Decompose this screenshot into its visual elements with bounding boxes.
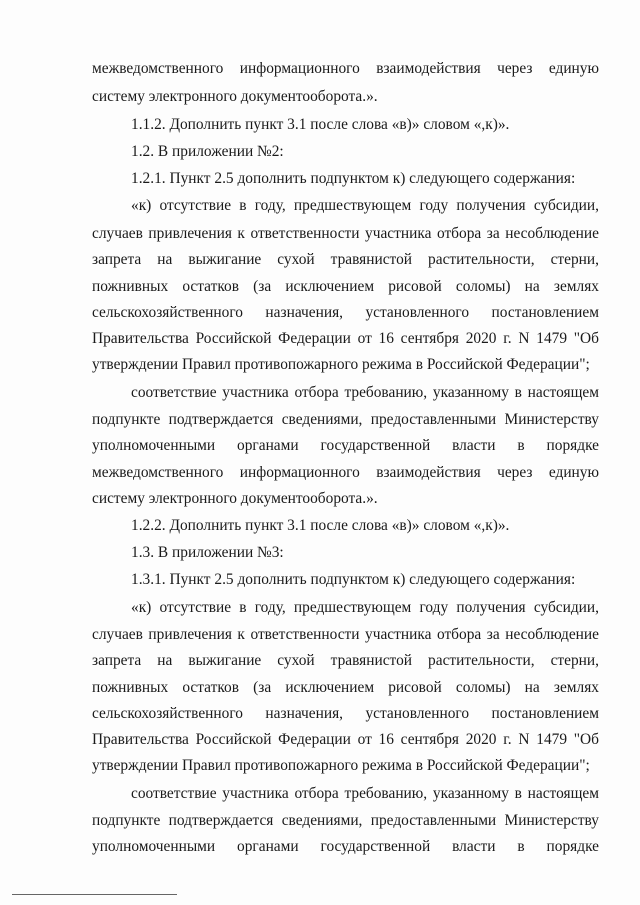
text-line: утверждении Правил противопожарного режима в Российской Федерации"; [92, 757, 590, 774]
text-line: пожнивных остатков (за исключением рисовой соломы) на землях [92, 278, 599, 295]
text-line: соответствие участника отбора требованию, указанному в настоящем [131, 384, 599, 401]
text-line: 1.2. В приложении №2: [131, 143, 284, 160]
text-line: систему электронного документооборота.». [92, 88, 378, 105]
text-line: 1.3.1. Пункт 2.5 дополнить подпунктом к) следующего содержания: [131, 571, 576, 588]
text-line: сельскохозяйственного назначения, установленного постановлением [92, 304, 599, 321]
text-line: подпункте подтверждается сведениями, предоставленными Министерству [92, 812, 599, 829]
text-line: 1.2.1. Пункт 2.5 дополнить подпунктом к) следующего содержания: [131, 170, 576, 187]
text-line: сельскохозяйственного назначения, установленного постановлением [92, 705, 599, 722]
text-line: случаев привлечения к ответственности участника отбора за несоблюдение [92, 225, 599, 242]
text-line: 1.3. В приложении №3: [131, 544, 284, 561]
text-line: запрета на выжигание сухой травянистой растительности, стерни, [92, 251, 599, 268]
text-line: пожнивных остатков (за исключением рисовой соломы) на землях [92, 679, 599, 696]
text-line: «к) отсутствие в году, предшествующем году получения субсидии, [131, 197, 599, 214]
text-line: 1.2.2. Дополнить пункт 3.1 после слова «в)» словом «,к)». [131, 517, 510, 534]
text-line: уполномоченными органами государственной власти в порядке [92, 838, 599, 855]
text-line: уполномоченными органами государственной власти в порядке [92, 437, 599, 454]
text-line: соответствие участника отбора требованию, указанному в настоящем [131, 785, 599, 802]
text-line: утверждении Правил противопожарного режима в Российской Федерации"; [92, 356, 590, 373]
text-line: «к) отсутствие в году, предшествующем году получения субсидии, [131, 599, 599, 616]
text-line: запрета на выжигание сухой травянистой растительности, стерни, [92, 652, 599, 669]
text-line: систему электронного документооборота.». [92, 490, 378, 507]
footer-rule [12, 894, 177, 895]
text-line: 1.1.2. Дополнить пункт 3.1 после слова «в)» словом «,к)». [131, 116, 510, 133]
text-line: Правительства Российской Федерации от 16 сентября 2020 г. N 1479 "Об [92, 330, 599, 347]
text-line: подпункте подтверждается сведениями, предоставленными Министерству [92, 411, 599, 428]
text-line: межведомственного информационного взаимодействия через единую [92, 60, 599, 77]
text-line: Правительства Российской Федерации от 16 сентября 2020 г. N 1479 "Об [92, 731, 599, 748]
text-line: случаев привлечения к ответственности участника отбора за несоблюдение [92, 626, 599, 643]
text-line: межведомственного информационного взаимодействия через единую [92, 464, 599, 481]
